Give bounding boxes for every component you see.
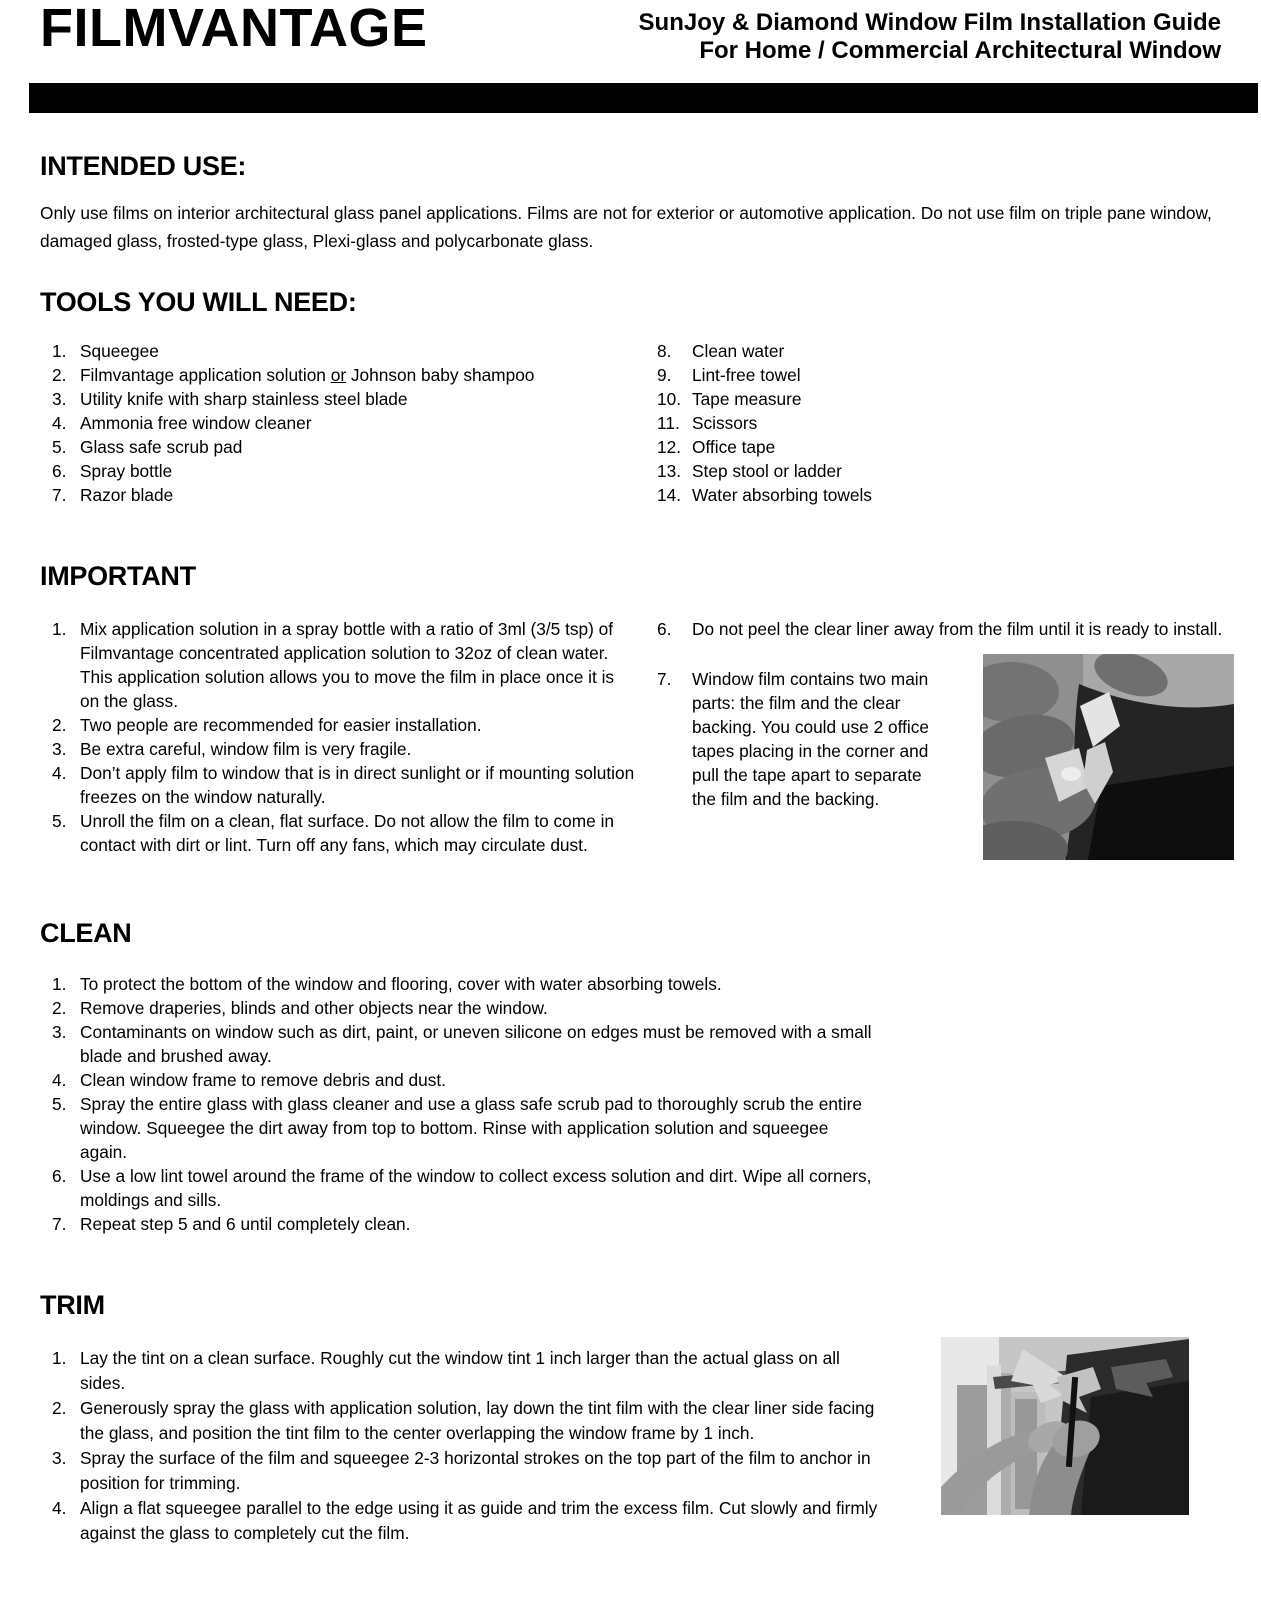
section-heading: CLEAN [40, 918, 132, 948]
item-number: 2. [52, 998, 67, 1018]
list-item [52, 411, 657, 435]
item-number: 1. [52, 974, 67, 994]
list-item [657, 435, 1221, 459]
item-number: 3. [52, 739, 67, 759]
item-number: 3. [52, 1448, 67, 1468]
item-number: 1. [52, 619, 67, 639]
item-text: Repeat step 5 and 6 until completely clean. [80, 1214, 411, 1234]
list-item [657, 483, 1221, 507]
item-text: Be extra careful, window film is very fragile. [80, 739, 412, 759]
list-item [52, 617, 657, 713]
item-text: Scissors [692, 413, 758, 433]
item-number: 2. [52, 715, 67, 735]
list-item [52, 1068, 1221, 1092]
list-item [52, 1212, 1221, 1236]
item-text: Razor blade [80, 485, 174, 505]
item-text: Lay the tint on a clean surface. Roughly cut the window tint 1 inch larger than the actual glass on all sides. [80, 1348, 840, 1393]
header [40, 0, 1221, 65]
item-text: Glass safe scrub pad [80, 437, 243, 457]
item-number: 2. [52, 365, 67, 385]
item-number: 6. [52, 461, 67, 481]
item-number: 1. [52, 1348, 67, 1368]
section-intended-use [40, 149, 1221, 255]
item-text-pre: Filmvantage application solution [80, 365, 331, 385]
item-text: Utility knife with sharp stainless steel blade [80, 389, 408, 409]
item-text: Squeegee [80, 341, 159, 361]
item-text: Office tape [692, 437, 776, 457]
item-number: 5. [52, 1094, 67, 1114]
list-item [657, 617, 1234, 641]
item-text: Contaminants on window such as dirt, paint, or uneven silicone on edges must be removed with a small blade and brushed away. [80, 1022, 872, 1066]
section-clean [40, 916, 1221, 1236]
item-number: 7. [52, 1214, 67, 1234]
important-column-left [52, 617, 657, 860]
item-text: Remove draperies, blinds and other objects near the window. [80, 998, 548, 1018]
item-text: Clean water [692, 341, 785, 361]
list-item [52, 483, 657, 507]
item-number: 4. [52, 763, 67, 783]
list-item [657, 387, 1221, 411]
section-heading: INTENDED USE: [40, 151, 247, 181]
tools-columns [52, 339, 1221, 507]
tools-column-right [657, 339, 1221, 507]
item-text-post: Johnson baby shampoo [346, 365, 535, 385]
list-item [52, 459, 657, 483]
item-number: 13. [657, 461, 682, 481]
item-number: 7. [657, 669, 672, 689]
item-number: 3. [52, 1022, 67, 1042]
item-number: 11. [657, 413, 680, 433]
item-number: 5. [52, 437, 67, 457]
section-heading: TRIM [40, 1290, 105, 1320]
list-item [657, 411, 1221, 435]
item-number: 6. [52, 1166, 67, 1186]
item-text: Tape measure [692, 389, 802, 409]
item-number: 1. [52, 341, 67, 361]
item-number: 7. [52, 485, 67, 505]
item-number: 3. [52, 389, 67, 409]
item-number: 4. [52, 413, 67, 433]
trim-cutting-photo [941, 1337, 1189, 1515]
item-number: 4. [52, 1498, 67, 1518]
item-number: 10. [657, 389, 682, 409]
item-text: Spray the surface of the film and squeegee 2-3 horizontal strokes on the top part of the film to anchor in position for trimming. [80, 1448, 871, 1493]
list-item [52, 1164, 1221, 1212]
list-item [657, 459, 1221, 483]
list-item [657, 339, 1221, 363]
film-backing-separation-photo [983, 654, 1234, 860]
list-item [52, 737, 657, 761]
section-tools [40, 285, 1221, 507]
item-text: Use a low lint towel around the frame of the window to collect excess solution and dirt. Wipe all corners, moldings and sills. [80, 1166, 872, 1210]
item-number: 8. [657, 341, 672, 361]
section-trim [40, 1288, 1221, 1546]
item-number: 5. [52, 811, 67, 831]
section-heading: TOOLS YOU WILL NEED: [40, 287, 357, 317]
item-text: Unroll the film on a clean, flat surface. Do not allow the film to come in contact with dirt or lint. Turn off any fans, which may circulate dust. [80, 811, 615, 855]
clean-list [52, 972, 1221, 1236]
document-title-line2: For Home / Commercial Architectural Window [699, 37, 1221, 64]
important-column-right [657, 617, 1234, 860]
document-title-line1: SunJoy & Diamond Window Film Installation Guide [638, 9, 1221, 36]
item-text: Two people are recommended for easier installation. [80, 715, 482, 735]
list-item [657, 363, 1221, 387]
item-text: Clean window frame to remove debris and dust. [80, 1070, 446, 1090]
list-item [52, 809, 657, 857]
intended-use-paragraph: Only use films on interior architectural glass panel applications. Films are not for exterior or automotive application. Do not use film on triple pane window, damaged glass, frosted-type glass, Plexi-glass and polycarbonate glass. [40, 203, 1212, 251]
important-columns [52, 617, 1221, 860]
item-number: 4. [52, 1070, 67, 1090]
list-item [657, 667, 1234, 860]
document-title [639, 8, 1221, 65]
item-text-underlined: or [330, 365, 347, 385]
item-text: Do not peel the clear liner away from the film until it is ready to install. [692, 619, 1223, 639]
list-item [52, 761, 657, 809]
item-number: 2. [52, 1398, 67, 1418]
list-item [52, 1092, 1221, 1164]
tools-column-left [52, 339, 657, 507]
list-item [52, 435, 657, 459]
item-text: Window film contains two main parts: the film and the clear backing. You could use 2 office tapes placing in the corner and pull the tape apart to separate the film and the backing. [692, 669, 930, 809]
list-item [52, 972, 1221, 996]
section-important [40, 559, 1221, 860]
item-text: Don’t apply film to window that is in direct sunlight or if mounting solution freezes on the window naturally. [80, 763, 635, 807]
divider-bar [29, 83, 1258, 113]
company-logo: FILMVANTAGE [40, 0, 428, 58]
list-item [52, 387, 657, 411]
item-text: Align a flat squeegee parallel to the edge using it as guide and trim the excess film. Cut slowly and firmly against the glass to completely cut the film. [80, 1498, 878, 1543]
item-number: 12. [657, 437, 682, 457]
item-text: Lint-free towel [692, 365, 801, 385]
item-text: To protect the bottom of the window and flooring, cover with water absorbing towels. [80, 974, 722, 994]
list-item [52, 996, 1221, 1020]
item-text: Spray the entire glass with glass cleaner and use a glass safe scrub pad to thoroughly scrub the entire window. Squeegee the dirt away from top to bottom. Rinse with application solution and squeegee again. [80, 1094, 862, 1162]
item-text: Water absorbing towels [692, 485, 872, 505]
section-heading: IMPORTANT [40, 561, 196, 591]
list-item [52, 713, 657, 737]
list-item [52, 339, 657, 363]
item-text: Mix application solution in a spray bottle with a ratio of 3ml (3/5 tsp) of Filmvantage concentrated application solution to 32oz of clean water. This application solution allows you to move the film in place once it is on the glass. [80, 619, 615, 711]
item-number: 14. [657, 485, 682, 505]
list-item [52, 1020, 1221, 1068]
item-text: Ammonia free window cleaner [80, 413, 312, 433]
list-item [52, 363, 657, 387]
item-text: Spray bottle [80, 461, 173, 481]
item-text: Step stool or ladder [692, 461, 842, 481]
item-number: 6. [657, 619, 672, 639]
item-text [80, 363, 534, 387]
item-number: 9. [657, 365, 672, 385]
item-text: Generously spray the glass with application solution, lay down the tint film with the clear liner side facing the glass, and position the tint film to the center overlapping the window frame by 1 inch. [80, 1398, 875, 1443]
